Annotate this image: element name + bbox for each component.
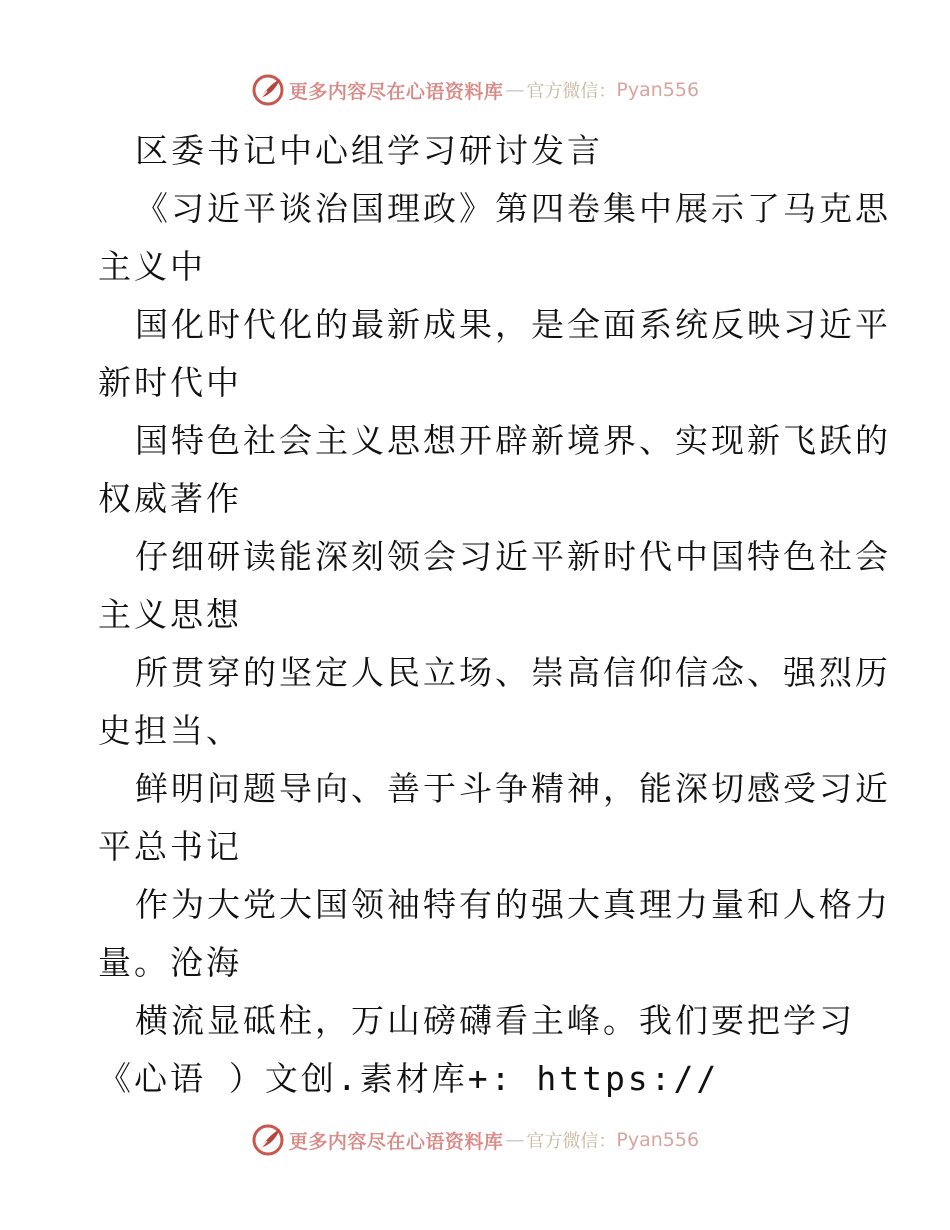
feather-pen-logo-icon	[251, 1123, 285, 1157]
watermark-text: 更多内容尽在心语资料库	[288, 1130, 504, 1153]
paragraph-line: 主义中	[98, 247, 206, 286]
paragraph-line: 史担当、	[98, 711, 242, 750]
paragraph-line: 新时代中	[98, 363, 242, 402]
paragraph-line: 量。沧海	[98, 943, 242, 982]
source-link-line: 《心语 ）文创.素材库+: https://	[98, 1059, 720, 1098]
document-body	[98, 122, 891, 1108]
feather-pen-logo-icon	[251, 73, 285, 107]
paragraph-line: 鲜明问题导向、善于斗争精神，能深切感受习近	[135, 769, 891, 808]
paragraph-line: 国特色社会主义思想开辟新境界、实现新飞跃的	[135, 421, 891, 460]
watermark-banner-top	[0, 70, 950, 110]
paragraph-line: 所贯穿的坚定人民立场、崇高信仰信念、强烈历	[135, 653, 891, 692]
watermark-separator: —	[505, 79, 525, 101]
paragraph-line: 主义思想	[98, 595, 242, 634]
watermark-wechat-id: Pyan556	[616, 1129, 700, 1151]
watermark-separator: —	[505, 1129, 525, 1151]
watermark-text: 更多内容尽在心语资料库	[288, 80, 504, 103]
watermark-banner-bottom	[0, 1120, 950, 1160]
paragraph-line: 平总书记	[98, 827, 242, 866]
watermark-wechat-id: Pyan556	[616, 79, 700, 101]
paragraph-line: 作为大党大国领袖特有的强大真理力量和人格力	[135, 885, 891, 924]
paragraph-line: 权威著作	[98, 479, 242, 518]
paragraph-line: 《习近平谈治国理政》第四卷集中展示了马克思	[135, 189, 891, 228]
paragraph-line: 仔细研读能深刻领会习近平新时代中国特色社会	[135, 537, 891, 576]
paragraph-line: 横流显砥柱，万山磅礴看主峰。我们要把学习	[135, 1001, 855, 1040]
document-title: 区委书记中心组学习研讨发言	[135, 131, 603, 170]
watermark-wechat-label: 官方微信：	[526, 81, 617, 102]
watermark-wechat-label: 官方微信：	[526, 1131, 617, 1152]
paragraph-line: 国化时代化的最新成果，是全面系统反映习近平	[135, 305, 891, 344]
